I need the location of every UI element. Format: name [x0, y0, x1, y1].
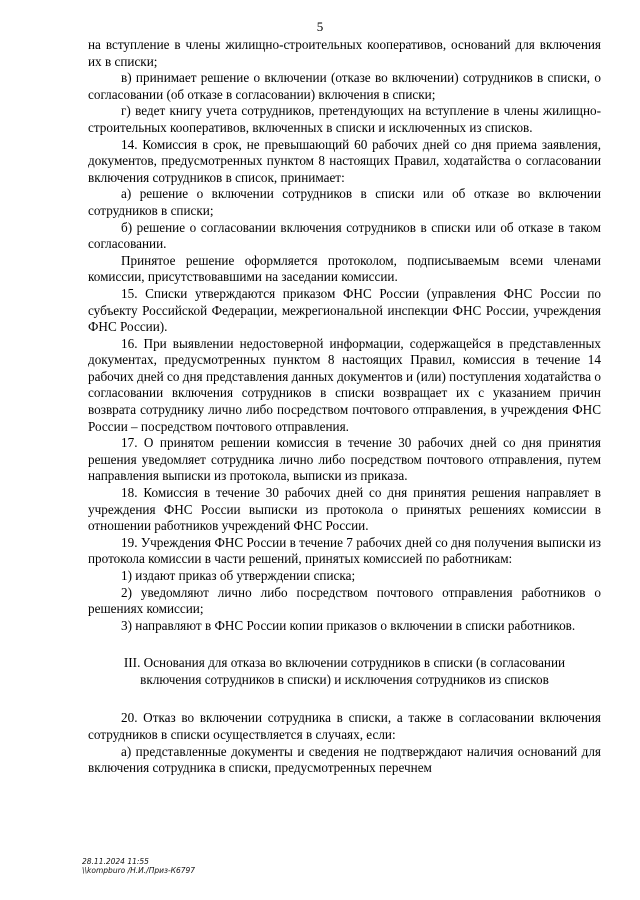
paragraph: 19. Учреждения ФНС России в течение 7 рабочих дней со дня получения выписки из протокола комиссии в части решений, принятых комиссией по работникам: — [88, 534, 601, 567]
footer-timestamp: 28.11.2024 11:55 — [82, 857, 149, 866]
paragraph: 18. Комиссия в течение 30 рабочих дней со дня принятия решения направляет в учреждения ФНС России выписки из протокола о принятых решениях комиссии в отношении работников учреждений ФНС России. — [88, 485, 601, 534]
spacer — [88, 688, 601, 710]
paragraph: б) решение о согласовании включения сотрудников в списки или об отказе в таком согласовании. — [88, 219, 601, 252]
print-footer — [82, 857, 195, 875]
paragraph: 15. Списки утверждаются приказом ФНС России (управления ФНС России по субъекту Российской Федерации, межрегиональной инспекции ФНС России, учреждения ФНС России). — [88, 285, 601, 335]
paragraph: 14. Комиссия в срок, не превышающий 60 рабочих дней со дня приема заявления, документов, предусмотренных пунктом 8 настоящих Правил, ходатайства о согласовании включения сотрудников в список, принимает: — [88, 136, 601, 185]
paragraph: а) представленные документы и сведения не подтверждают наличия оснований для включения сотрудника в списки, предусмотренных перечнем — [88, 743, 601, 776]
document-body — [88, 37, 601, 777]
paragraph: Принятое решение оформляется протоколом, подписываемым всеми членами комиссии, присутствовавшими на заседании комиссии. — [88, 252, 601, 285]
list-item: 1) издают приказ об утверждении списка; — [121, 568, 356, 583]
paragraph: 16. При выявлении недостоверной информации, содержащейся в представленных документах, предусмотренных пунктом 8 настоящих Правил, комиссия в течение 14 рабочих дней со дня представления данных документов и (или) поступления ходатайства о согласовании включения сотрудников в списки возвращает их с указанием причин возврата сотруднику лично либо посредством почтового отправления, в учреждения ФНС России – посредством почтового отправления. — [88, 335, 601, 434]
paragraph: а) решение о включении сотрудников в списки или об отказе во включении сотрудников в списки; — [88, 186, 601, 218]
footer-path: \\kompburo /Н.И./Приз-К6797 — [82, 866, 196, 875]
paragraph: в) принимает решение о включении (отказе во включении) сотрудников в списки, о согласовании (об отказе в согласовании) включения в списки; — [88, 70, 601, 102]
paragraph: 20. Отказ во включении сотрудника в списки, а также в согласовании включения сотрудников в списки осуществляется в случаях, если: — [88, 710, 601, 742]
paragraph: на вступление в члены жилищно-строительных кооперативов, оснований для включения их в списки; — [88, 37, 601, 69]
spacer — [88, 634, 601, 654]
section-heading: III. Основания для отказа во включении сотрудников в списки (в согласовании включения сотрудников в списки) и исключения сотрудников из списков — [123, 655, 566, 688]
list-item: 2) уведомляют лично либо посредством почтового отправления работников о решениях комиссии; — [88, 584, 601, 617]
paragraph: 17. О принятом решении комиссия в течение 30 рабочих дней со дня принятия решения уведомляет сотрудника лично либо посредством почтового отправления, путем направления выписки из протокола, выписки из приказа. — [88, 435, 601, 484]
paragraph: г) ведет книгу учета сотрудников, претендующих на вступление в члены жилищно-строительных кооперативов, включенных в списки и исключенных из списков. — [88, 103, 601, 135]
page-number: 5 — [316, 19, 324, 34]
list-item: 3) направляют в ФНС России копии приказов о включении в списки работников. — [121, 617, 576, 633]
